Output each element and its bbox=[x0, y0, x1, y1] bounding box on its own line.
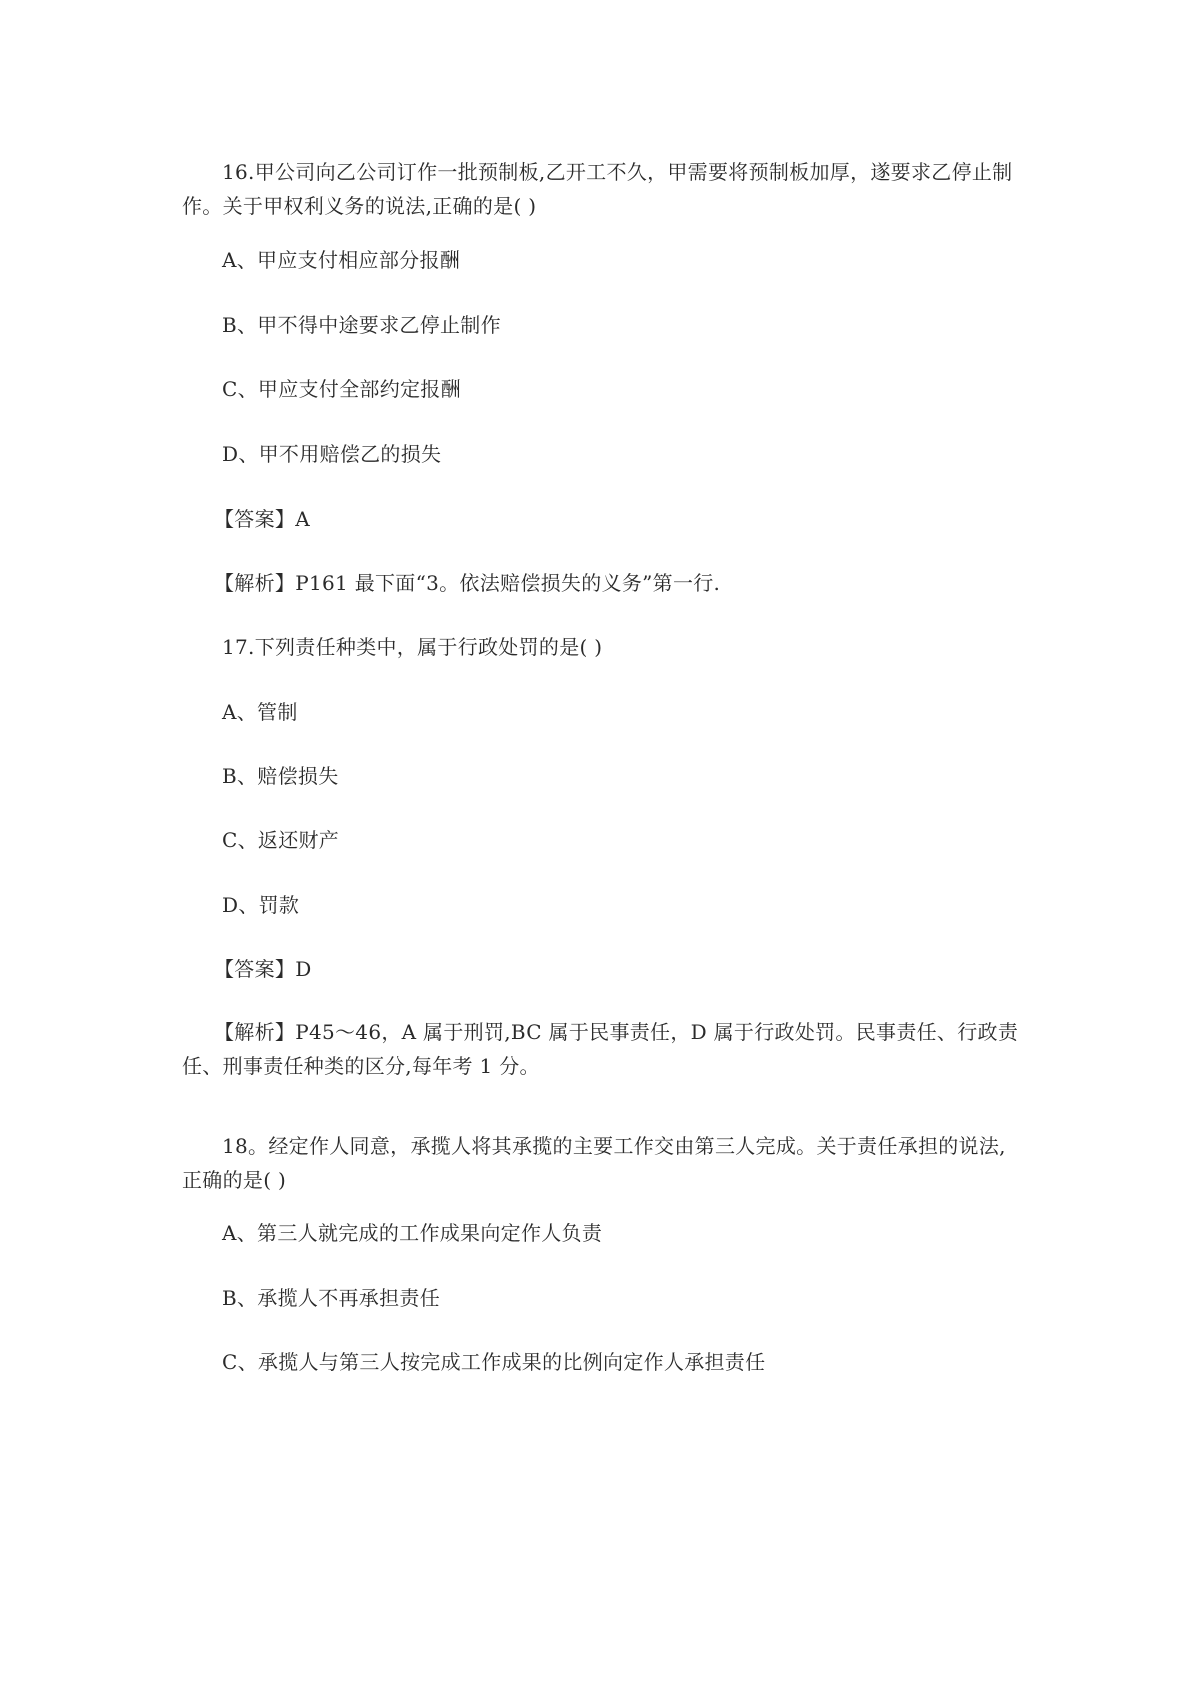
question-17-option-c: C、返还财产 bbox=[222, 828, 340, 852]
question-16-option-c: C、甲应支付全部约定报酬 bbox=[222, 377, 461, 401]
question-16-option-a: A、甲应支付相应部分报酬 bbox=[222, 248, 461, 272]
question-17-option-a: A、管制 bbox=[222, 700, 298, 724]
question-16-stem: 16.甲公司向乙公司订作一批预制板,乙开工不久，甲需要将预制板加厚，遂要求乙停止制作。关于甲权利义务的说法,正确的是( ) bbox=[182, 160, 1013, 218]
question-18-option-c: C、承揽人与第三人按完成工作成果的比例向定作人承担责任 bbox=[222, 1350, 766, 1374]
question-18-option-b: B、承揽人不再承担责任 bbox=[222, 1286, 440, 1310]
question-16-answer: 【答案】A bbox=[214, 507, 310, 531]
question-18-stem: 18。经定作人同意，承揽人将其承揽的主要工作交由第三人完成。关于责任承担的说法,正确的是( ) bbox=[182, 1134, 1006, 1192]
question-17-option-b: B、赔偿损失 bbox=[222, 764, 339, 788]
question-17-stem: 17.下列责任种类中，属于行政处罚的是( ) bbox=[222, 635, 603, 659]
question-17-analysis: 【解析】P45～46，A 属于刑罚,BC 属于民事责任，D 属于行政处罚。民事责任、行政责任、刑事责任种类的区分,每年考 1 分。 bbox=[182, 1020, 1019, 1078]
question-16-option-b: B、甲不得中途要求乙停止制作 bbox=[222, 313, 501, 337]
question-17-answer: 【答案】D bbox=[214, 957, 312, 981]
question-18-option-a: A、第三人就完成的工作成果向定作人负责 bbox=[222, 1221, 603, 1245]
question-16-analysis: 【解析】P161 最下面“3。依法赔偿损失的义务”第一行. bbox=[214, 571, 721, 595]
question-16-option-d: D、甲不用赔偿乙的损失 bbox=[222, 442, 442, 466]
question-17-option-d: D、罚款 bbox=[222, 893, 300, 917]
